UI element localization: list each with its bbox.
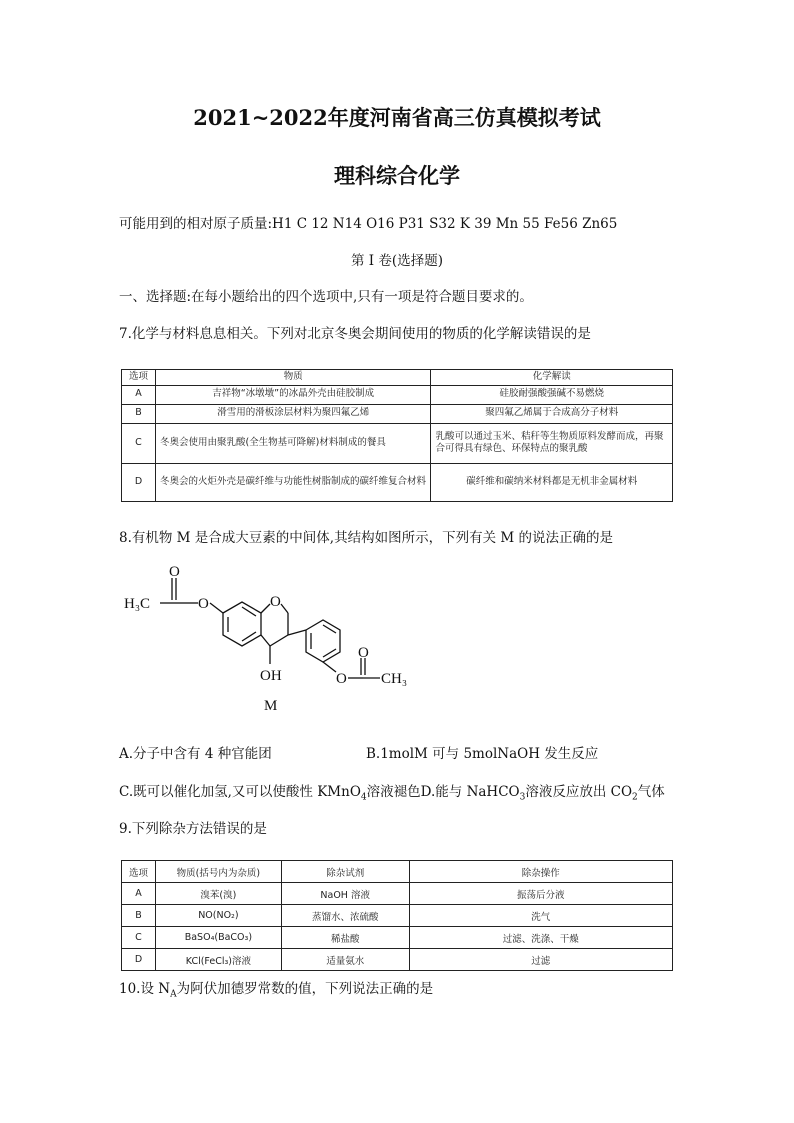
header-reagent: 除杂试剂 bbox=[281, 861, 409, 883]
methyl-left-label: H₃C bbox=[124, 596, 151, 612]
methyl-right-label: CH₃ bbox=[381, 671, 408, 687]
option-c-text-end: 溶液褪色 bbox=[366, 784, 421, 800]
row-option: C bbox=[122, 423, 156, 463]
option-c-text: C.既可以催化加氢,又可以使酸性 KMnO bbox=[119, 784, 361, 800]
question-9-table bbox=[121, 860, 673, 971]
table-row bbox=[122, 423, 673, 463]
option-d-subscript-2: 2 bbox=[632, 792, 638, 803]
row-substance: BaSO₄(BaCO₃) bbox=[155, 927, 281, 949]
q10-subscript: A bbox=[170, 989, 177, 1000]
table-row bbox=[122, 385, 673, 404]
row-reagent: 稀盐酸 bbox=[281, 927, 409, 949]
row-reagent: NaOH 溶液 bbox=[281, 883, 409, 905]
carbonyl-oxygen-left: O bbox=[169, 564, 180, 580]
question-10-stem bbox=[119, 977, 433, 1000]
option-d-text: D.能与 NaHCO bbox=[420, 784, 520, 800]
header-interpretation: 化学解读 bbox=[431, 370, 673, 386]
row-substance: KCl(FeCl₃)溶液 bbox=[155, 949, 281, 971]
question-7-table bbox=[121, 369, 673, 502]
table-row bbox=[122, 905, 673, 927]
row-operation: 过滤、洗涤、干燥 bbox=[409, 927, 672, 949]
molecule-label: M bbox=[264, 698, 278, 714]
option-d-subscript-1: 3 bbox=[519, 792, 526, 803]
table-header-row bbox=[122, 370, 673, 386]
q10-text: 10.设 N bbox=[119, 981, 171, 997]
header-option: 选项 bbox=[122, 370, 156, 386]
row-interpretation: 碳纤维和碳纳米材料都是无机非金属材料 bbox=[431, 463, 673, 501]
row-reagent: 适量氨水 bbox=[281, 949, 409, 971]
question-9-stem: 9.下列除杂方法错误的是 bbox=[119, 821, 267, 837]
header-option: 选项 bbox=[122, 861, 156, 883]
exam-title: 2021~2022年度河南省高三仿真模拟考试 bbox=[193, 105, 601, 130]
header-operation: 除杂操作 bbox=[409, 861, 672, 883]
row-substance: 冬奥会使用由聚乳酸(全生物基可降解)材料制成的餐具 bbox=[155, 423, 430, 463]
option-d-text-end: 气体 bbox=[637, 784, 665, 800]
molecule-m-structure bbox=[118, 560, 448, 720]
row-substance: NO(NO₂) bbox=[155, 905, 281, 927]
table-row bbox=[122, 883, 673, 905]
row-interpretation: 硅胶耐强酸强碱不易燃烧 bbox=[431, 385, 673, 404]
table-row bbox=[122, 927, 673, 949]
question-8-option-a: A.分子中含有 4 种官能团 bbox=[119, 746, 272, 762]
volume-label: 第 I 卷(选择题) bbox=[351, 253, 443, 269]
hydroxyl-label: OH bbox=[260, 668, 282, 684]
molecule-bonds bbox=[160, 578, 380, 678]
row-substance: 吉祥物“冰墩墩”的冰晶外壳由硅胶制成 bbox=[155, 385, 430, 404]
ring-oxygen: O bbox=[270, 594, 281, 610]
row-operation: 振荡后分液 bbox=[409, 883, 672, 905]
table-row bbox=[122, 949, 673, 971]
table-row bbox=[122, 463, 673, 501]
row-option: A bbox=[122, 883, 156, 905]
table-header-row bbox=[122, 861, 673, 883]
row-reagent: 蒸馏水、浓硫酸 bbox=[281, 905, 409, 927]
option-d-text-mid: 溶液反应放出 CO bbox=[525, 784, 633, 800]
exam-subtitle: 理科综合化学 bbox=[334, 163, 460, 188]
atomic-masses: 可能用到的相对原子质量:H1 C 12 N14 O16 P31 S32 K 39 Mn 55 Fe56 Zn65 bbox=[119, 216, 618, 232]
header-substance: 物质 bbox=[155, 370, 430, 386]
row-option: A bbox=[122, 385, 156, 404]
row-option: D bbox=[122, 463, 156, 501]
question-7-stem: 7.化学与材料息息相关。下列对北京冬奥会期间使用的物质的化学解读错误的是 bbox=[119, 326, 591, 342]
row-option: D bbox=[122, 949, 156, 971]
row-operation: 洗气 bbox=[409, 905, 672, 927]
row-substance: 溴苯(溴) bbox=[155, 883, 281, 905]
section-instruction: 一、选择题:在每小题给出的四个选项中,只有一项是符合题目要求的。 bbox=[119, 289, 533, 305]
row-option: B bbox=[122, 404, 156, 423]
row-option: C bbox=[122, 927, 156, 949]
ester-oxygen-left: O bbox=[198, 596, 209, 612]
q10-text-end: 为阿伏加德罗常数的值，下列说法正确的是 bbox=[176, 981, 434, 997]
option-c-subscript: 4 bbox=[360, 792, 367, 803]
question-8-stem: 8.有机物 M 是合成大豆素的中间体,其结构如图所示，下列有关 M 的说法正确的是 bbox=[119, 530, 613, 546]
header-substance: 物质(括号内为杂质) bbox=[155, 861, 281, 883]
row-interpretation: 聚四氟乙烯属于合成高分子材料 bbox=[431, 404, 673, 423]
question-8-option-b: B.1molM 可与 5molNaOH 发生反应 bbox=[366, 746, 599, 762]
row-operation: 过滤 bbox=[409, 949, 672, 971]
carbonyl-oxygen-right: O bbox=[358, 645, 369, 661]
ester-oxygen-right: O bbox=[336, 671, 347, 687]
row-substance: 冬奥会的火炬外壳是碳纤维与功能性树脂制成的碳纤维复合材料 bbox=[155, 463, 430, 501]
row-substance: 滑雪用的滑板涂层材料为聚四氟乙烯 bbox=[155, 404, 430, 423]
table-row bbox=[122, 404, 673, 423]
row-interpretation: 乳酸可以通过玉米、秸秆等生物质原料发酵而成，再聚合可得具有绿色、环保特点的聚乳酸 bbox=[431, 423, 673, 463]
row-option: B bbox=[122, 905, 156, 927]
question-8-options-cd bbox=[119, 780, 665, 803]
